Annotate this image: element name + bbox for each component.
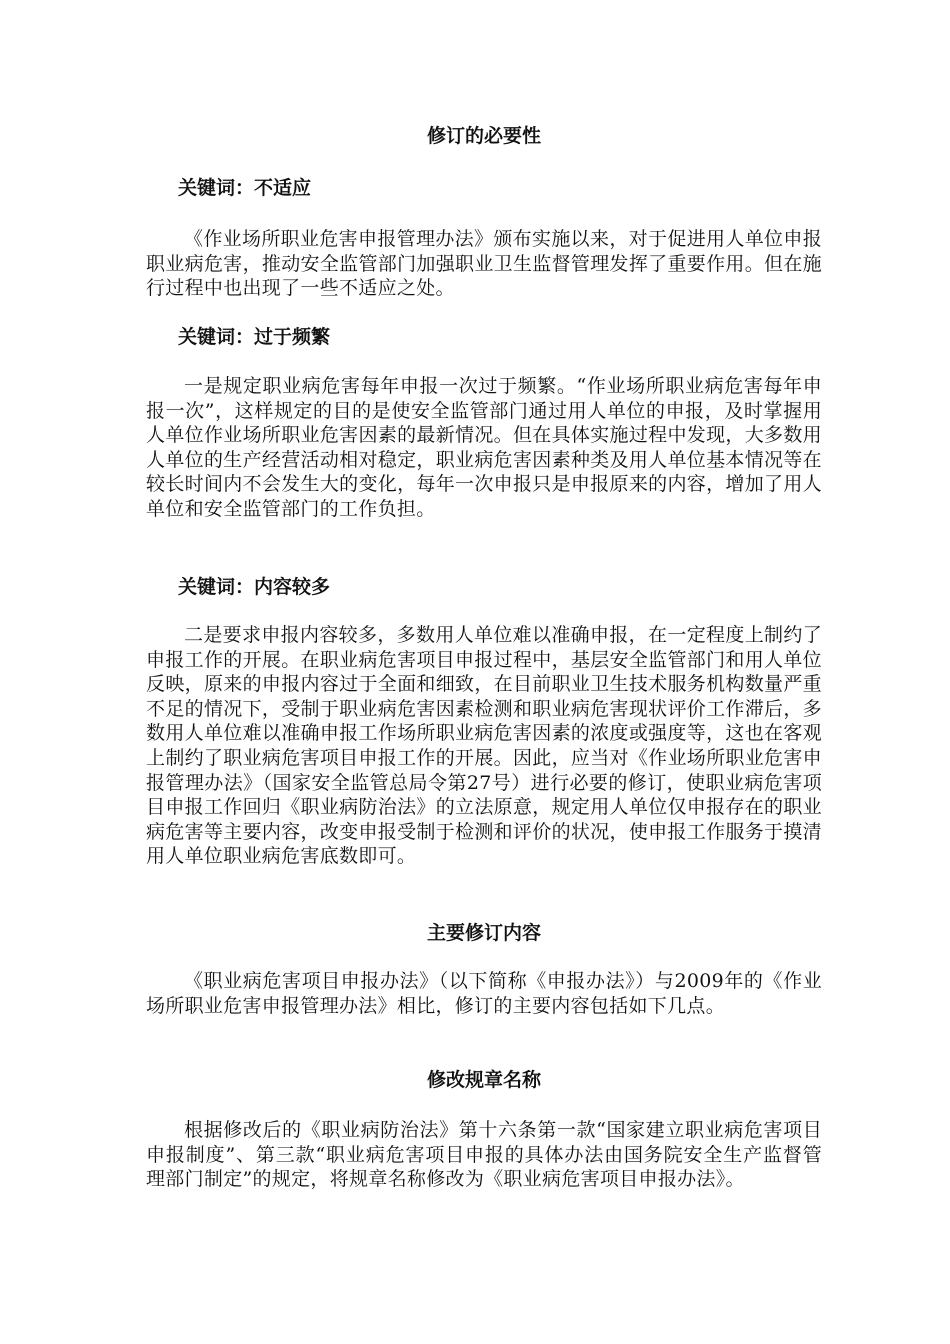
paragraph-revisions-summary: 《职业病危害项目申报办法》（以下简称《申报办法》）与2009年的《作业场所职业危害申报管理办法》相比，修订的主要内容包括如下几点。 <box>146 970 822 1017</box>
paragraph-intro: 《作业场所职业危害申报管理办法》颁布实施以来，对于促进用人单位申报职业病危害，推动安全监管部门加强职业卫生监督管理发挥了重要作用。但在施行过程中也出现了一些不适应之处。 <box>146 228 822 300</box>
section-heading-necessity: 修订的必要性 <box>426 125 541 147</box>
paragraph-frequency: 一是规定职业病危害每年申报一次过于频繁。“作业场所职业病危害每年申报一次”，这样规定的目的是使安全监管部门通过用人单位的申报，及时掌握用人单位作业场所职业危害因素的最新情况。但在具体实施过程中发现，大多数用人单位的生产经营活动相对稳定，职业病危害因素种类及用人单位基本情况等在较长时间内不会发生大的变化，每年一次申报只是申报原来的内容，增加了用人单位和安全监管部门的工作负担。 <box>146 375 822 520</box>
keyword-too-frequent: 关键词：过于频繁 <box>178 326 331 348</box>
section-heading-main-revisions: 主要修订内容 <box>426 922 541 944</box>
paragraph-content: 二是要求申报内容较多，多数用人单位难以准确申报，在一定程度上制约了申报工作的开展。在职业病危害项目申报过程中，基层安全监管部门和用人单位反映，原来的申报内容过于全面和细致，在目前职业卫生技术服务机构数量严重不足的情况下，受制于职业病危害因素检测和职业病危害现状评价工作滞后，多数用人单位难以准确申报工作场所职业病危害因素的浓度或强度等，这也在客观上制约了职业病危害项目申报工作的开展。因此，应当对《作业场所职业危害申报管理办法》（国家安全监管总局令第27号）进行必要的修订，使职业病危害项目申报工作回归《职业病防治法》的立法原意，规定用人单位仅申报存在的职业病危害等主要内容，改变申报受制于检测和评价的状况，使申报工作服务于摸清用人单位职业病危害底数即可。 <box>146 624 822 868</box>
keyword-unsuitable: 关键词：不适应 <box>178 177 312 199</box>
section-heading-rename: 修改规章名称 <box>426 1069 541 1091</box>
keyword-too-much-content: 关键词：内容较多 <box>178 576 331 598</box>
paragraph-rename: 根据修改后的《职业病防治法》第十六条第一款“国家建立职业病危害项目申报制度”、第三款“职业病危害项目申报的具体办法由国务院安全生产监督管理部门制定”的规定，将规章名称修改为《职业病危害项目申报办法》。 <box>146 1119 822 1191</box>
